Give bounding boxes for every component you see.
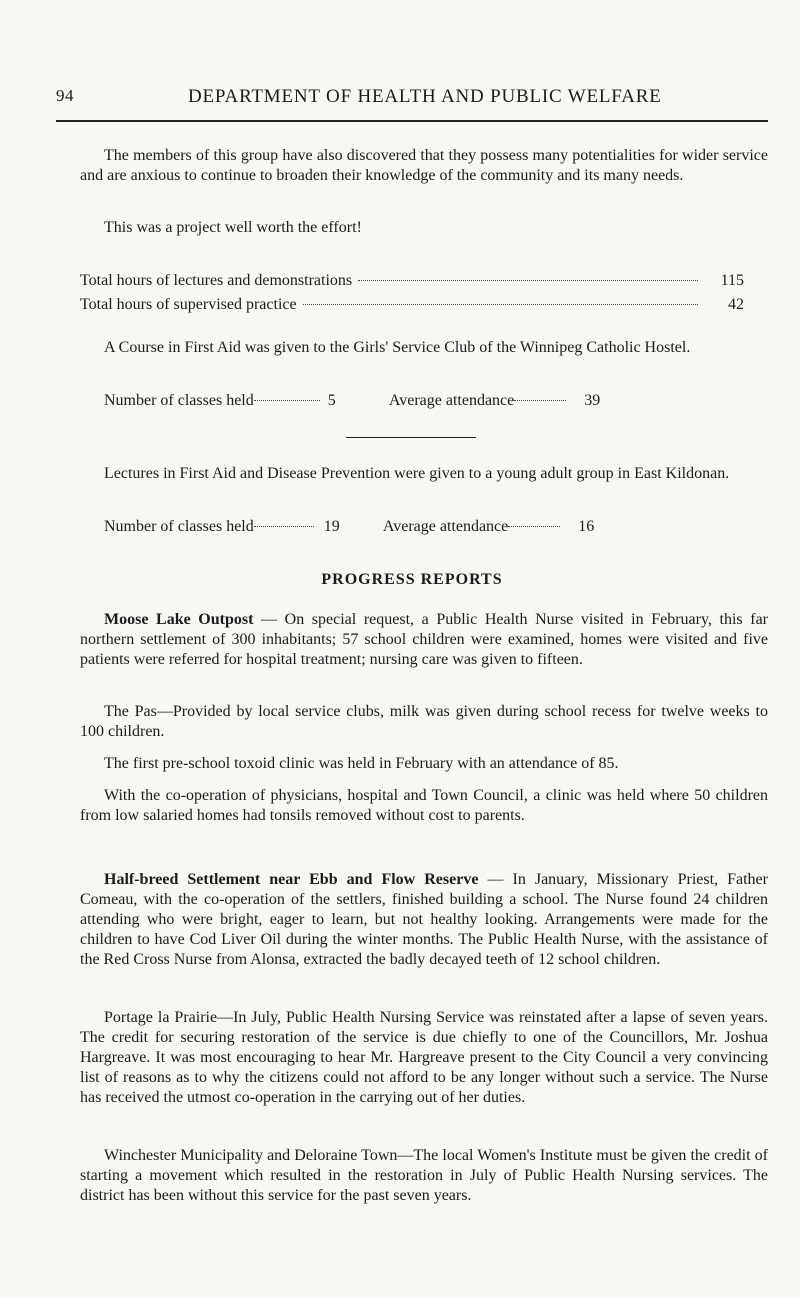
total-label: Total hours of supervised practice: [80, 296, 297, 313]
report-text: With the co-operation of physicians, hospital and Town Council, a clinic was held where 50 children from low salaried homes had tonsils removed without cost to parents.: [80, 787, 768, 824]
page-header: [56, 86, 768, 122]
report-text: — In January, Missionary Priest, Father Comeau, with the co-operation of the settlers, finished building a school. The Nurse found 24 children attending who were bright, eager to learn, but not healthy looking. Arrangements were made for the children to have Cod Liver Oil during the winter months. The Public Health Nurse, with the assistance of the Red Cross Nurse from Alonsa, extracted the badly decayed teeth of 12 school children.: [80, 871, 768, 968]
total-value: 115: [720, 272, 744, 289]
dot-leader: [303, 304, 698, 305]
total-label: Total hours of lectures and demonstrations: [80, 272, 353, 289]
attendance-value: 16: [578, 518, 595, 535]
classes-label: Number of classes held: [104, 518, 254, 535]
first-aid-stats: [104, 392, 600, 412]
report-winchester-deloraine: [80, 1146, 768, 1206]
dot-leader: [254, 526, 314, 527]
report-text: Portage la Prairie—In July, Public Health Nursing Service was reinstated after a lapse of seven years. The credit for securing restoration of the service is due chiefly to one of the Councillors, Mr. Joshua Hargreave. It was most encouraging to hear Mr. Hargreave present to the City Council a very convincing list of reasons as to why the citizens could not afford to be any longer without such a service. The Nurse has received the utmost co-operation in the carrying out of her duties.: [80, 1009, 768, 1106]
intro-exclamation: This was a project well worth the effort!: [104, 219, 362, 236]
attendance-label: Average attendance: [388, 392, 515, 409]
intro-paragraph: The members of this group have also discovered that they possess many potentialities for wider service and are anxious to continue to broaden their knowledge of the community and its many needs.: [80, 147, 768, 184]
report-text: Winchester Municipality and Deloraine Town—The local Women's Institute must be given the credit of starting a movement which resulted in the restoration in July of Public Health Nursing services. The district has been without this service for the past seven years.: [80, 1147, 768, 1204]
lectures-paragraph: Lectures in First Aid and Disease Prevention were given to a young adult group in East Kildonan.: [104, 465, 730, 482]
dot-leader: [358, 280, 698, 281]
section-divider: [346, 437, 476, 438]
report-heading: Moose Lake Outpost: [104, 611, 254, 628]
report-ebb-and-flow: [80, 870, 768, 970]
classes-value: 19: [323, 518, 340, 535]
classes-label: Number of classes held: [104, 392, 254, 409]
report-text: The first pre-school toxoid clinic was held in February with an attendance of 85.: [104, 755, 619, 772]
first-aid-paragraph: A Course in First Aid was given to the Girls' Service Club of the Winnipeg Catholic Hostel.: [104, 339, 691, 356]
running-title: DEPARTMENT OF HEALTH AND PUBLIC WELFARE: [188, 86, 662, 107]
dot-leader: [514, 400, 566, 401]
total-value: 42: [728, 296, 744, 313]
page-number: 94: [56, 86, 74, 105]
report-portage-la-prairie: [80, 1008, 768, 1108]
report-the-pas: [80, 702, 768, 742]
total-row-lectures: [80, 272, 744, 292]
lectures-stats: [104, 518, 594, 538]
report-tonsil-clinic: [80, 786, 768, 826]
report-toxoid-clinic: [80, 754, 768, 774]
section-heading: PROGRESS REPORTS: [321, 571, 503, 588]
dot-leader: [254, 400, 320, 401]
report-text: — On special request, a Public Health Nurse visited in February, this far northern settlement of 300 inhabitants; 57 school children were examined, homes were visited and five patients were referred for hospital treatment; nursing care was given to fifteen.: [80, 611, 768, 668]
classes-value: 5: [327, 392, 336, 409]
report-text: The Pas—Provided by local service clubs, milk was given during school recess for twelve weeks to 100 children.: [80, 703, 768, 740]
total-row-practice: [80, 296, 744, 316]
dot-leader: [508, 526, 560, 527]
report-heading: Half-breed Settlement near Ebb and Flow Reserve: [104, 871, 479, 888]
report-moose-lake: [80, 610, 768, 670]
attendance-label: Average attendance: [382, 518, 509, 535]
attendance-value: 39: [584, 392, 601, 409]
